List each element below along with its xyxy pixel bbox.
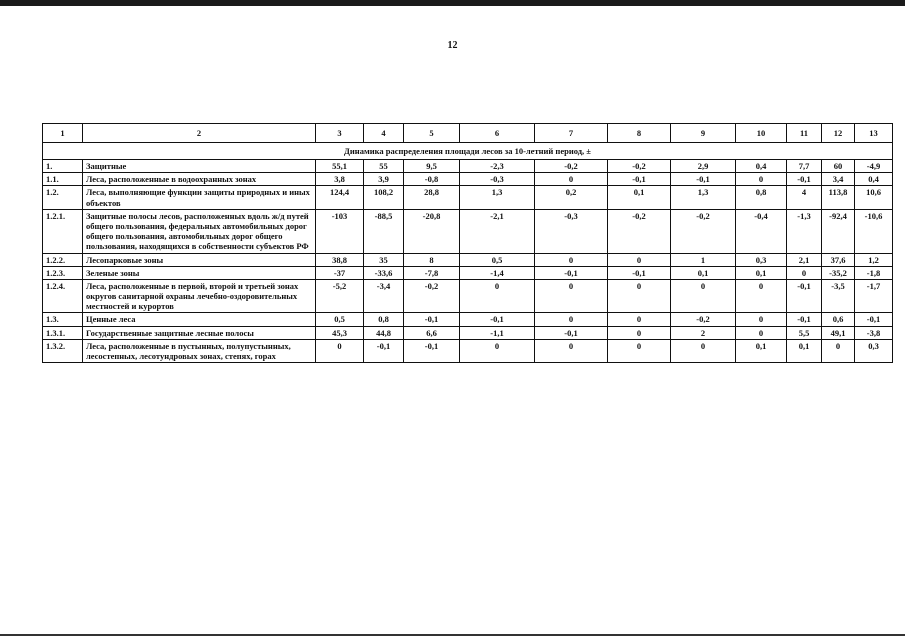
row-value: 0 bbox=[535, 253, 608, 266]
page-number: 12 bbox=[447, 40, 458, 51]
column-header: 3 bbox=[316, 124, 364, 143]
row-value: 0 bbox=[535, 279, 608, 313]
row-value: -88,5 bbox=[364, 209, 404, 253]
row-value: 38,8 bbox=[316, 253, 364, 266]
row-value: -5,2 bbox=[316, 279, 364, 313]
table-body bbox=[43, 124, 893, 363]
row-value: 0 bbox=[608, 279, 671, 313]
row-value: 1,3 bbox=[460, 186, 535, 209]
row-value: -1,8 bbox=[855, 266, 893, 279]
row-value: -37 bbox=[316, 266, 364, 279]
row-value: 0,1 bbox=[608, 186, 671, 209]
row-value: -103 bbox=[316, 209, 364, 253]
row-value: 45,3 bbox=[316, 326, 364, 339]
column-header: 13 bbox=[855, 124, 893, 143]
row-value: -0,8 bbox=[404, 173, 460, 186]
row-value: 0,4 bbox=[736, 160, 787, 173]
column-header: 1 bbox=[43, 124, 83, 143]
row-value: 124,4 bbox=[316, 186, 364, 209]
row-value: 0 bbox=[736, 279, 787, 313]
table-row bbox=[43, 339, 893, 362]
column-header: 4 bbox=[364, 124, 404, 143]
row-value: -0,2 bbox=[404, 279, 460, 313]
row-value: 1,3 bbox=[671, 186, 736, 209]
row-value: 0 bbox=[535, 173, 608, 186]
row-value: 0 bbox=[671, 279, 736, 313]
row-value: 37,6 bbox=[822, 253, 855, 266]
row-value: 49,1 bbox=[822, 326, 855, 339]
row-name: Ценные леса bbox=[83, 313, 316, 326]
table-row bbox=[43, 160, 893, 173]
row-value: 3,4 bbox=[822, 173, 855, 186]
table-row bbox=[43, 313, 893, 326]
row-value: 7,7 bbox=[787, 160, 822, 173]
row-value: 0,4 bbox=[855, 173, 893, 186]
row-value: -1,1 bbox=[460, 326, 535, 339]
column-header: 2 bbox=[83, 124, 316, 143]
row-value: -0,4 bbox=[736, 209, 787, 253]
row-value: -4,9 bbox=[855, 160, 893, 173]
row-code: 1.1. bbox=[43, 173, 83, 186]
row-value: 0 bbox=[736, 173, 787, 186]
top-border-rule bbox=[0, 0, 905, 6]
forest-area-table bbox=[42, 123, 893, 363]
row-value: -2,1 bbox=[460, 209, 535, 253]
row-value: 0 bbox=[316, 339, 364, 362]
column-header: 6 bbox=[460, 124, 535, 143]
row-value: -0,1 bbox=[364, 339, 404, 362]
table-row bbox=[43, 326, 893, 339]
row-value: 0 bbox=[460, 279, 535, 313]
row-name: Леса, выполняющие функции защиты природных и иных объектов bbox=[83, 186, 316, 209]
row-value: 1 bbox=[671, 253, 736, 266]
row-value: 9,5 bbox=[404, 160, 460, 173]
column-header: 9 bbox=[671, 124, 736, 143]
column-header: 7 bbox=[535, 124, 608, 143]
row-value: 113,8 bbox=[822, 186, 855, 209]
row-value: -7,8 bbox=[404, 266, 460, 279]
header-row bbox=[43, 124, 893, 143]
row-value: 0 bbox=[535, 339, 608, 362]
section-row bbox=[43, 143, 893, 160]
row-value: -0,1 bbox=[787, 313, 822, 326]
row-value: 0 bbox=[608, 339, 671, 362]
row-code: 1. bbox=[43, 160, 83, 173]
row-value: -0,1 bbox=[535, 266, 608, 279]
row-value: 0 bbox=[736, 326, 787, 339]
row-value: 0 bbox=[736, 313, 787, 326]
table-row bbox=[43, 279, 893, 313]
row-value: 0,8 bbox=[364, 313, 404, 326]
row-value: 0 bbox=[535, 313, 608, 326]
row-value: 2,1 bbox=[787, 253, 822, 266]
row-value: -20,8 bbox=[404, 209, 460, 253]
table-row bbox=[43, 209, 893, 253]
column-header: 8 bbox=[608, 124, 671, 143]
row-code: 1.2.3. bbox=[43, 266, 83, 279]
row-value: 0,6 bbox=[822, 313, 855, 326]
column-header: 11 bbox=[787, 124, 822, 143]
section-title: Динамика распределения площади лесов за 10-летний период, ± bbox=[43, 143, 893, 160]
row-value: 0 bbox=[608, 253, 671, 266]
row-code: 1.3. bbox=[43, 313, 83, 326]
column-header: 12 bbox=[822, 124, 855, 143]
row-value: 3,9 bbox=[364, 173, 404, 186]
row-value: 0,8 bbox=[736, 186, 787, 209]
row-value: 8 bbox=[404, 253, 460, 266]
row-value: -0,2 bbox=[608, 209, 671, 253]
row-value: 2,9 bbox=[671, 160, 736, 173]
row-value: 0,1 bbox=[671, 266, 736, 279]
row-name: Зеленые зоны bbox=[83, 266, 316, 279]
row-value: 3,8 bbox=[316, 173, 364, 186]
row-value: 55,1 bbox=[316, 160, 364, 173]
row-value: -0,1 bbox=[608, 266, 671, 279]
row-value: 0,2 bbox=[535, 186, 608, 209]
row-value: -3,5 bbox=[822, 279, 855, 313]
row-value: -0,1 bbox=[787, 173, 822, 186]
row-value: -2,3 bbox=[460, 160, 535, 173]
row-value: 0,5 bbox=[460, 253, 535, 266]
row-value: -0,3 bbox=[460, 173, 535, 186]
row-value: -0,2 bbox=[671, 209, 736, 253]
row-value: -0,3 bbox=[535, 209, 608, 253]
row-value: 2 bbox=[671, 326, 736, 339]
row-value: 108,2 bbox=[364, 186, 404, 209]
row-value: 10,6 bbox=[855, 186, 893, 209]
row-value: -0,1 bbox=[535, 326, 608, 339]
bottom-border-rule bbox=[0, 634, 905, 636]
row-value: 0 bbox=[608, 313, 671, 326]
table-row bbox=[43, 266, 893, 279]
row-name: Лесопарковые зоны bbox=[83, 253, 316, 266]
row-code: 1.3.1. bbox=[43, 326, 83, 339]
row-value: -33,6 bbox=[364, 266, 404, 279]
row-name: Леса, расположенные в первой, второй и третьей зонах округов санитарной охраны лечебно-оздоровительных местностей и курортов bbox=[83, 279, 316, 313]
row-name: Государственные защитные лесные полосы bbox=[83, 326, 316, 339]
row-value: 5,5 bbox=[787, 326, 822, 339]
row-name: Леса, расположенные в водоохранных зонах bbox=[83, 173, 316, 186]
table-row bbox=[43, 173, 893, 186]
row-code: 1.3.2. bbox=[43, 339, 83, 362]
row-code: 1.2.1. bbox=[43, 209, 83, 253]
row-value: 0,3 bbox=[855, 339, 893, 362]
row-value: 0 bbox=[460, 339, 535, 362]
row-name: Защитные bbox=[83, 160, 316, 173]
row-name: Леса, расположенные в пустынных, полупустынных, лесостепных, лесотундровых зонах, степях, горах bbox=[83, 339, 316, 362]
column-header: 5 bbox=[404, 124, 460, 143]
row-value: -1,7 bbox=[855, 279, 893, 313]
row-value: -1,3 bbox=[787, 209, 822, 253]
row-value: 0,5 bbox=[316, 313, 364, 326]
row-value: -92,4 bbox=[822, 209, 855, 253]
row-code: 1.2. bbox=[43, 186, 83, 209]
row-value: 0 bbox=[787, 266, 822, 279]
row-value: 0 bbox=[822, 339, 855, 362]
row-value: -0,2 bbox=[671, 313, 736, 326]
row-value: 0,1 bbox=[787, 339, 822, 362]
row-value: -0,1 bbox=[608, 173, 671, 186]
row-value: 60 bbox=[822, 160, 855, 173]
row-value: -3,4 bbox=[364, 279, 404, 313]
row-value: -0,1 bbox=[787, 279, 822, 313]
row-value: -0,2 bbox=[535, 160, 608, 173]
row-value: 0,3 bbox=[736, 253, 787, 266]
row-value: -10,6 bbox=[855, 209, 893, 253]
row-value: -0,1 bbox=[404, 313, 460, 326]
row-value: 0,1 bbox=[736, 266, 787, 279]
row-value: 44,8 bbox=[364, 326, 404, 339]
row-value: 55 bbox=[364, 160, 404, 173]
row-code: 1.2.2. bbox=[43, 253, 83, 266]
row-value: 1,2 bbox=[855, 253, 893, 266]
row-value: 6,6 bbox=[404, 326, 460, 339]
row-value: 0,1 bbox=[736, 339, 787, 362]
table-row bbox=[43, 253, 893, 266]
row-value: -35,2 bbox=[822, 266, 855, 279]
row-value: 0 bbox=[671, 339, 736, 362]
row-value: 4 bbox=[787, 186, 822, 209]
row-value: -0,1 bbox=[460, 313, 535, 326]
row-value: 0 bbox=[608, 326, 671, 339]
row-value: 28,8 bbox=[404, 186, 460, 209]
row-code: 1.2.4. bbox=[43, 279, 83, 313]
row-value: 35 bbox=[364, 253, 404, 266]
row-value: -3,8 bbox=[855, 326, 893, 339]
row-value: -0,1 bbox=[855, 313, 893, 326]
column-header: 10 bbox=[736, 124, 787, 143]
row-value: -0,1 bbox=[404, 339, 460, 362]
row-value: -0,2 bbox=[608, 160, 671, 173]
row-value: -1,4 bbox=[460, 266, 535, 279]
table-row bbox=[43, 186, 893, 209]
row-value: -0,1 bbox=[671, 173, 736, 186]
row-name: Защитные полосы лесов, расположенных вдоль ж/д путей общего пользования, федеральных автомобильных дорог общего пользования, автомобильных дорог общего пользования, находящихся в собственности субъектов РФ bbox=[83, 209, 316, 253]
